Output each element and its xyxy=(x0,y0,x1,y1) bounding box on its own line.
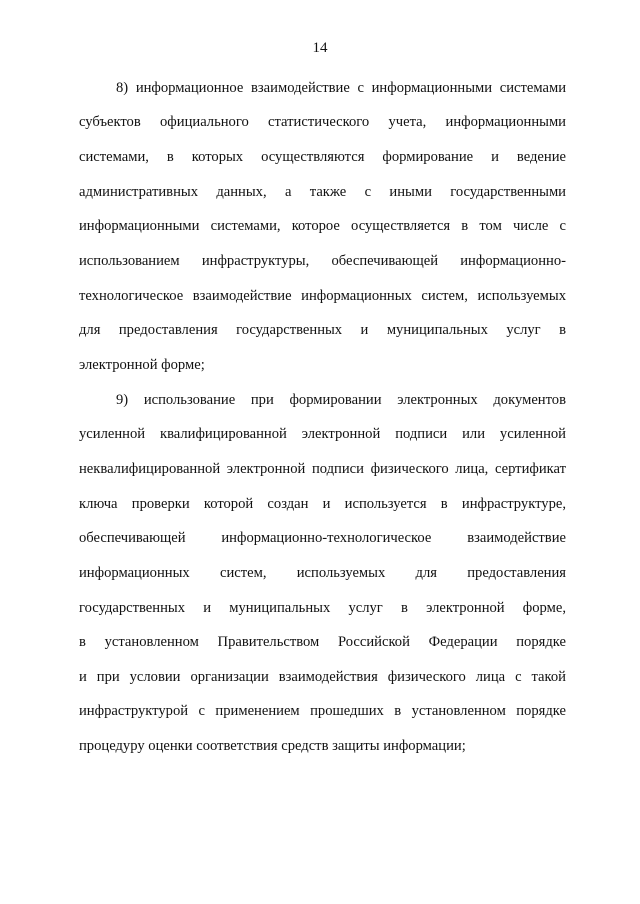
text-line: неквалифицированной электронной подписи физического лица, сертификат xyxy=(79,461,566,477)
text-line: 8) информационное взаимодействие с информационными системами xyxy=(116,80,566,96)
text-line: информационными системами, которое осуществляется в том числе с xyxy=(79,218,566,234)
text-line: административных данных, а также с иными государственными xyxy=(79,184,566,200)
text-line: усиленной квалифицированной электронной подписи или усиленной xyxy=(79,426,566,442)
page-number: 14 xyxy=(312,40,328,56)
text-line: электронной форме; xyxy=(79,357,205,373)
text-line: системами, в которых осуществляются формирование и ведение xyxy=(79,149,566,165)
text-line: субъектов официального статистического учета, информационными xyxy=(79,114,566,130)
text-line: для предоставления государственных и муниципальных услуг в xyxy=(79,322,566,338)
text-line: и при условии организации взаимодействия физического лица с такой xyxy=(79,669,566,685)
text-line: информационных систем, используемых для предоставления xyxy=(79,565,566,581)
text-line: процедуру оценки соответствия средств защиты информации; xyxy=(79,738,466,754)
text-line: обеспечивающей информационно-технологическое взаимодействие xyxy=(79,530,566,546)
text-line: использованием инфраструктуры, обеспечивающей информационно- xyxy=(79,253,566,269)
text-line: ключа проверки которой создан и используется в инфраструктуре, xyxy=(79,496,566,512)
text-line: 9) использование при формировании электронных документов xyxy=(116,392,566,408)
text-line: в установленном Правительством Российской Федерации порядке xyxy=(79,634,566,650)
text-line: технологическое взаимодействие информационных систем, используемых xyxy=(79,288,566,304)
text-line: государственных и муниципальных услуг в электронной форме, xyxy=(79,600,566,616)
text-line: инфраструктурой с применением прошедших в установленном порядке xyxy=(79,703,566,719)
